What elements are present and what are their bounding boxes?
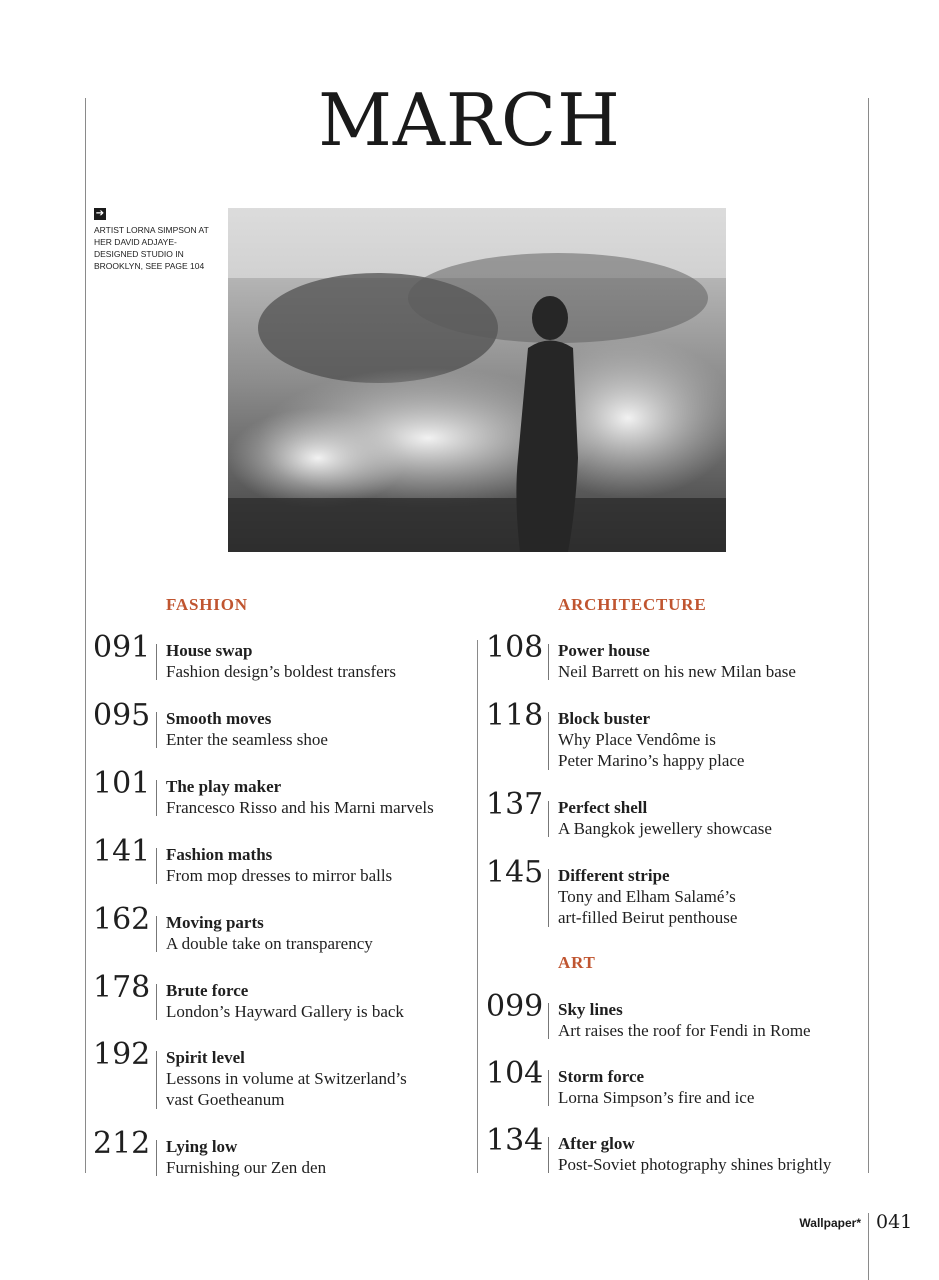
page-number: 095 (93, 698, 151, 733)
entry-title: The play maker (166, 777, 282, 796)
entry-title: Power house (558, 641, 650, 660)
entry-title: Sky lines (558, 1000, 623, 1019)
left-rule (85, 98, 86, 1173)
photo-caption: ARTIST LORNA SIMPSON AT HER DAVID ADJAYE-DESIGNED STUDIO IN BROOKLYN, SEE PAGE 104 (94, 225, 209, 271)
entry-title: Storm force (558, 1067, 645, 1086)
page-number: 141 (93, 834, 151, 869)
entry-rule (156, 1140, 157, 1176)
entry-description: Neil Barrett on his new Milan base (558, 662, 796, 681)
entry-rule (156, 848, 157, 884)
entry-description: Francesco Risso and his Marni marvels (166, 798, 434, 817)
entry-description: Why Place Vendôme is Peter Marino’s happy place (558, 730, 745, 770)
page-number: 162 (93, 902, 151, 937)
entry-rule (548, 1070, 549, 1106)
page-number: 192 (93, 1037, 151, 1072)
page-number: 101 (93, 766, 151, 801)
page-number: 137 (486, 787, 544, 822)
column-divider (477, 640, 478, 1173)
page-number: 104 (486, 1056, 544, 1091)
entry-title: House swap (166, 641, 253, 660)
entry-rule (548, 1137, 549, 1173)
entry-description: Lessons in volume at Switzerland’s vast Goetheanum (166, 1069, 407, 1109)
entry-description: Art raises the roof for Fendi in Rome (558, 1021, 811, 1040)
entry-title: Brute force (166, 981, 249, 1000)
entry-description: From mop dresses to mirror balls (166, 866, 393, 885)
entry-title: After glow (558, 1134, 635, 1153)
entry-description: A double take on transparency (166, 934, 373, 953)
entry-rule (156, 1051, 157, 1109)
page-number: 099 (486, 989, 544, 1024)
entry-rule (156, 644, 157, 680)
entry-title: Perfect shell (558, 798, 648, 817)
brand-logo: Wallpaper* (799, 1216, 861, 1230)
page-number: 118 (486, 698, 544, 733)
entry-title: Smooth moves (166, 709, 272, 728)
entry-rule (156, 712, 157, 748)
entry-description: Tony and Elham Salamé’s art-filled Beirut penthouse (558, 887, 738, 927)
page-number: 145 (486, 855, 544, 890)
entry-rule (548, 644, 549, 680)
entry-rule (548, 1003, 549, 1039)
entry-description: Fashion design’s boldest transfers (166, 662, 396, 681)
entry-title: Fashion maths (166, 845, 273, 864)
page-folio: 041 (876, 1211, 913, 1233)
page-number: 108 (486, 630, 544, 665)
entry-rule (548, 869, 549, 927)
section-title-fashion: FASHION (166, 595, 248, 614)
entry-title: Moving parts (166, 913, 264, 932)
entry-title: Spirit level (166, 1048, 245, 1067)
page-number: 178 (93, 970, 151, 1005)
footer-rule (868, 1213, 869, 1280)
entry-description: Lorna Simpson’s fire and ice (558, 1088, 755, 1107)
entry-title: Block buster (558, 709, 651, 728)
entry-rule (548, 712, 549, 770)
studio-photo (228, 208, 726, 552)
entry-description: Post-Soviet photography shines brightly (558, 1155, 832, 1174)
section-title-art: ART (558, 953, 596, 972)
entry-rule (548, 801, 549, 837)
entry-rule (156, 916, 157, 952)
page-title: MARCH (318, 78, 621, 162)
arrow-right-icon: ➔ (95, 208, 105, 219)
page-number: 134 (486, 1123, 544, 1158)
entry-rule (156, 984, 157, 1020)
entry-description: Enter the seamless shoe (166, 730, 328, 749)
section-title-architecture: ARCHITECTURE (558, 595, 707, 614)
entry-title: Lying low (166, 1137, 238, 1156)
entry-description: Furnishing our Zen den (166, 1158, 327, 1177)
entry-title: Different stripe (558, 866, 670, 885)
entry-rule (156, 780, 157, 816)
entry-description: A Bangkok jewellery showcase (558, 819, 772, 838)
entry-description: London’s Hayward Gallery is back (166, 1002, 404, 1021)
page-number: 091 (93, 630, 151, 665)
page-number: 212 (93, 1126, 151, 1161)
right-rule (868, 98, 869, 1173)
